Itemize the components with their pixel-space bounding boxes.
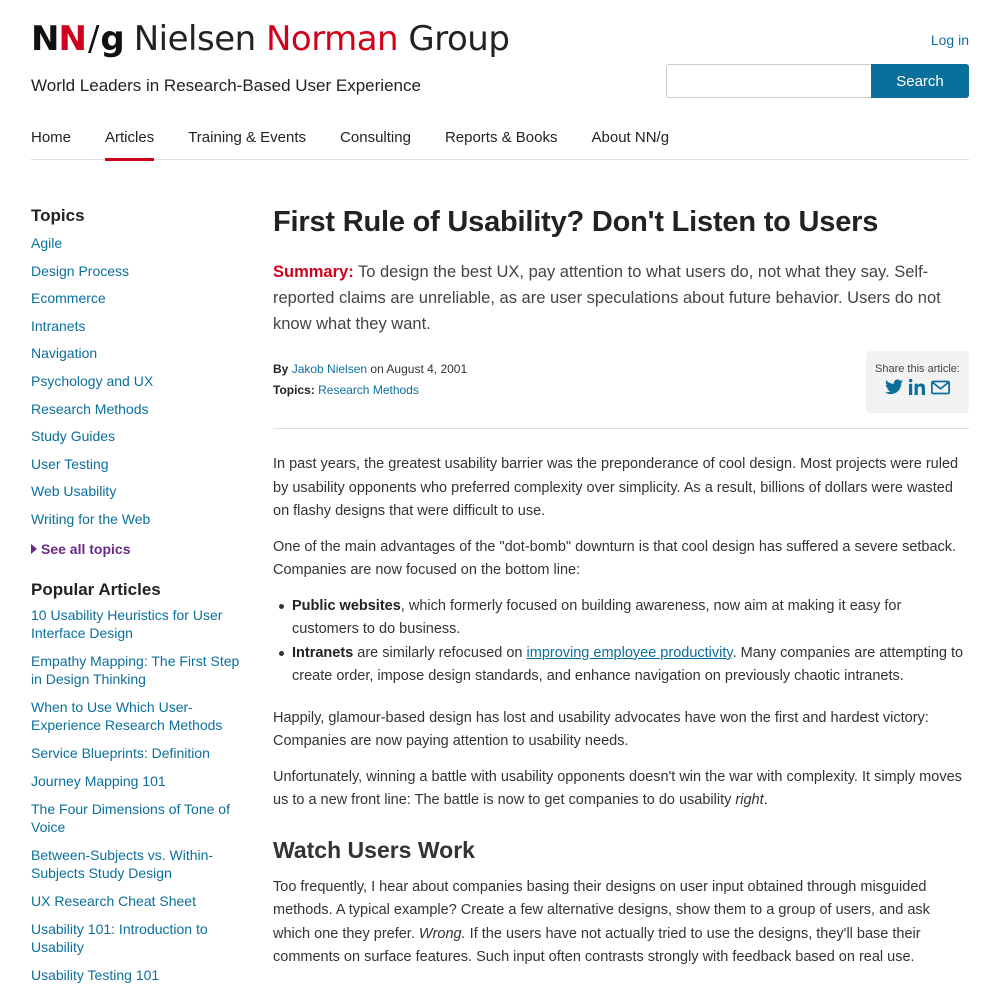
triangle-right-icon	[31, 544, 37, 554]
topic-link[interactable]: Writing for the Web	[31, 510, 151, 527]
popular-article-link[interactable]: The Four Dimensions of Tone of Voice	[31, 800, 230, 835]
topic-link[interactable]: Agile	[31, 235, 63, 251]
bullet-list	[292, 595, 969, 689]
article-body	[273, 453, 969, 970]
author-link[interactable]: Jakob Nielsen	[291, 362, 368, 376]
nng-logo[interactable]	[31, 18, 509, 60]
login-link[interactable]: Log in	[930, 32, 969, 48]
paragraph-text: Too frequently, I hear about companies basing their designs on user input obtained through misguided methods. A typical example? Create a few alternative designs, show them to a group of users, and ask which one they prefer.	[273, 878, 930, 942]
linkedin-icon[interactable]	[909, 379, 925, 400]
nav-articles[interactable]: Articles	[105, 126, 154, 160]
list-item	[292, 595, 969, 642]
popular-article-link[interactable]: 10 Usability Heuristics for User Interface Design	[31, 606, 223, 641]
topic-link[interactable]: Study Guides	[31, 428, 116, 445]
nav-training-events[interactable]: Training & Events	[188, 129, 307, 146]
tagline: World Leaders in Research-Based User Experience	[31, 76, 421, 95]
paragraph-text: If the users have not actually tried to use the designs, they'll base their comments on surface features. Such input often contrasts strongly with feedback based on real use.	[273, 925, 921, 965]
list-item-bold: Intranets	[292, 644, 354, 661]
list-item-bold: Public websites	[292, 597, 401, 614]
paragraph-text: .	[763, 792, 768, 808]
nav-reports-books[interactable]: Reports & Books	[444, 129, 558, 146]
main-nav	[31, 126, 969, 160]
topic-link[interactable]: Research Methods	[31, 400, 149, 417]
summary-text: To design the best UX, pay attention to what users do, not what they say. Self-reported claims are unreliable, as are user speculations about future behavior. Users do not know what they want.	[273, 263, 941, 333]
list-item-text: , which formerly focused on building awareness, now aim at making it easy for customers to do business.	[292, 597, 902, 637]
list-item-text: . Many companies are attempting to create order, impose design standards, and enhance navigation on previously chaotic intranets.	[292, 644, 964, 684]
paragraph	[273, 766, 969, 813]
popular-heading: Popular Articles	[31, 579, 161, 599]
sidebar	[31, 206, 246, 994]
byline	[273, 359, 969, 380]
nav-consulting[interactable]: Consulting	[340, 129, 411, 146]
improving-productivity-link[interactable]: improving employee productivity	[526, 644, 733, 661]
share-icons	[866, 379, 969, 400]
nav-about[interactable]: About NN/g	[591, 129, 670, 146]
topics-label: Topics:	[273, 383, 315, 397]
popular-article-link[interactable]: Service Blueprints: Definition	[31, 744, 210, 761]
popular-articles	[31, 580, 246, 984]
popular-article-link[interactable]: Between-Subjects vs. Within-Subjects Study Design	[31, 846, 214, 881]
topic-link[interactable]: Intranets	[31, 317, 86, 334]
topic-link[interactable]: Design Process	[31, 262, 130, 279]
popular-article-link[interactable]: When to Use Which User-Experience Research Methods	[31, 698, 223, 733]
paragraph: One of the main advantages of the "dot-bomb" downturn is that cool design has suffered a severe setback. Companies are now focused on the bottom line:	[273, 538, 957, 578]
list-item	[292, 642, 969, 689]
topics-line	[273, 380, 969, 401]
paragraph-text: Unfortunately, winning a battle with usability opponents doesn't win the war with complexity. It simply moves us to a new front line: The battle is now to get companies to do usability	[273, 768, 962, 808]
topic-link[interactable]: Web Usability	[31, 483, 117, 500]
twitter-icon[interactable]	[885, 379, 903, 400]
topic-tag-link[interactable]: Research Methods	[318, 383, 419, 397]
search-input[interactable]	[666, 64, 872, 98]
summary-label: Summary:	[273, 263, 354, 281]
popular-article-link[interactable]: Usability Testing 101	[31, 966, 160, 983]
publish-date: on August 4, 2001	[367, 362, 468, 376]
nav-home[interactable]: Home	[31, 129, 72, 146]
paragraph	[273, 876, 969, 970]
popular-article-link[interactable]: Journey Mapping 101	[31, 772, 166, 789]
share-label: Share this article:	[875, 363, 960, 375]
paragraph: Happily, glamour-based design has lost and usability advocates have won the first and hardest victory: Companies are now paying attention to usability needs.	[273, 709, 929, 749]
topic-link[interactable]: Psychology and UX	[31, 372, 154, 389]
see-all-topics-link[interactable]	[31, 536, 246, 562]
share-box	[866, 351, 969, 413]
paragraph-italic: right	[735, 792, 764, 808]
logo-mark: NN/g	[31, 19, 124, 59]
section-heading: Watch Users Work	[273, 836, 475, 863]
see-all-label: See all topics	[41, 540, 131, 557]
search-button[interactable]: Search	[871, 64, 969, 98]
article-summary	[273, 259, 969, 337]
topics-heading: Topics	[31, 206, 85, 225]
popular-article-link[interactable]: Usability 101: Introduction to Usability	[31, 920, 208, 955]
topic-link[interactable]: Ecommerce	[31, 290, 106, 307]
email-icon[interactable]	[931, 380, 950, 400]
logo-wordmark: Nielsen Norman Group	[133, 19, 510, 59]
paragraph-italic: Wrong.	[418, 925, 466, 942]
popular-article-link[interactable]: Empathy Mapping: The First Step in Design Thinking	[31, 652, 240, 687]
paragraph: In past years, the greatest usability barrier was the preponderance of cool design. Most projects were ruled by usability opponents who preferred complexity over simplicity. As a result, billions of dollars were wasted on flashy designs that were difficult to use.	[273, 456, 959, 519]
list-item-text: are similarly refocused on	[353, 644, 527, 661]
topic-link[interactable]: Navigation	[31, 345, 98, 362]
by-label: By	[273, 362, 289, 376]
article-title: First Rule of Usability? Don't Listen to Users	[273, 206, 879, 238]
article-main	[273, 206, 969, 982]
topic-link[interactable]: User Testing	[31, 455, 109, 472]
article-meta	[273, 359, 969, 429]
popular-article-link[interactable]: UX Research Cheat Sheet	[31, 892, 196, 909]
